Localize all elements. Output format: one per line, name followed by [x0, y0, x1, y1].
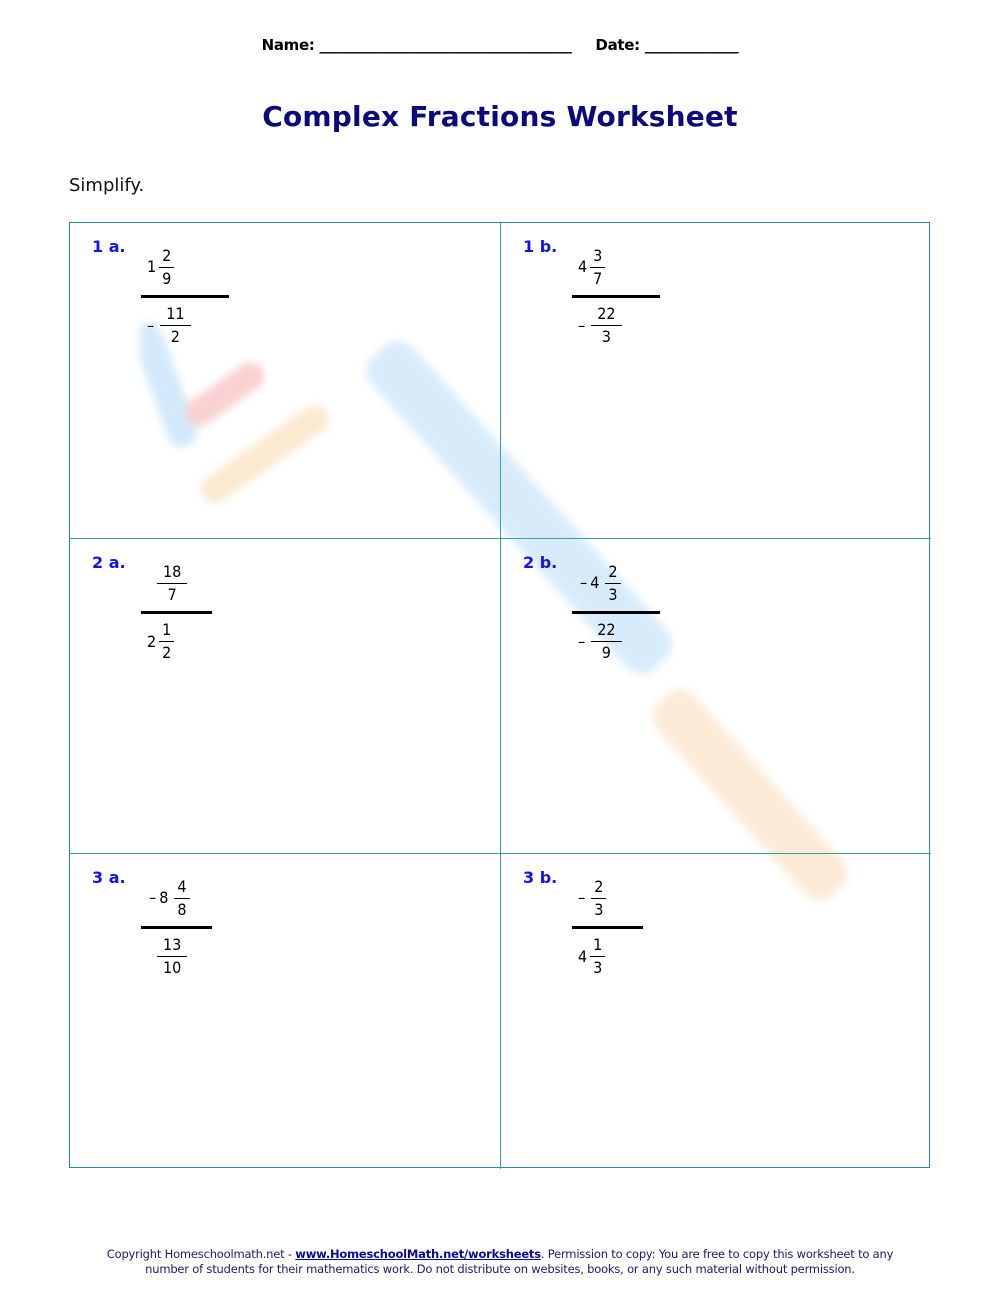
fraction-bar: [572, 611, 660, 614]
denominator: – $\frac{22}{9}$: [572, 616, 622, 668]
fraction-bar: [141, 611, 212, 614]
numerator: 4 $\frac{3}{7}$: [572, 241, 605, 293]
problem-cell[interactable]: [501, 539, 931, 854]
numerator: 1 $\frac{2}{9}$: [141, 241, 174, 293]
denominator: 2 $\frac{1}{2}$: [141, 616, 174, 668]
numerator: – 8 $\frac{4}{8}$: [141, 872, 190, 924]
complex-fraction: [572, 557, 660, 668]
instructions: Simplify.: [69, 175, 145, 196]
numerator: $\frac{18}{7}$: [141, 557, 187, 609]
problem-cell[interactable]: [70, 539, 501, 854]
complex-fraction: [141, 872, 212, 983]
name-label: Name:: [261, 36, 315, 54]
footer-permission: . Permission to copy: You are free to copy this worksheet to any: [540, 1247, 894, 1261]
complex-fraction: [572, 872, 643, 983]
problem-cell[interactable]: [70, 223, 501, 539]
copyright-footer: [0, 1247, 1000, 1277]
denominator: – $\frac{11}{2}$: [141, 300, 191, 352]
problem-label: 2 b.: [523, 553, 558, 572]
complex-fraction: [572, 241, 660, 352]
name-date-header: [0, 36, 1000, 54]
problem-cell[interactable]: [501, 223, 931, 539]
complex-fraction: [141, 241, 229, 352]
fraction-bar: [141, 926, 212, 929]
footer-line2: number of students for their mathematics work. Do not distribute on websites, books, or any such material without permission.: [145, 1262, 855, 1276]
problem-label: 1 b.: [523, 237, 558, 256]
fraction-bar: [141, 295, 229, 298]
denominator: $\frac{13}{10}$: [141, 931, 187, 983]
numerator: – 4 $\frac{2}{3}$: [572, 557, 621, 609]
denominator: 4 $\frac{1}{3}$: [572, 931, 605, 983]
problem-cell[interactable]: [70, 854, 501, 1169]
problem-label: 3 a.: [92, 868, 126, 887]
fraction-bar: [572, 926, 643, 929]
name-blank: ___________________________________: [319, 36, 572, 54]
problem-label: 2 a.: [92, 553, 126, 572]
footer-prefix: Copyright Homeschoolmath.net -: [106, 1247, 296, 1261]
problem-label: 1 a.: [92, 237, 126, 256]
numerator: – $\frac{2}{3}$: [572, 872, 606, 924]
footer-link[interactable]: www.HomeschoolMath.net/worksheets: [295, 1247, 541, 1261]
problem-cell[interactable]: [501, 854, 931, 1169]
problem-label: 3 b.: [523, 868, 558, 887]
denominator: – $\frac{22}{3}$: [572, 300, 622, 352]
fraction-bar: [572, 295, 660, 298]
complex-fraction: [141, 557, 212, 668]
page-title: Complex Fractions Worksheet: [262, 100, 738, 133]
problems-grid: [69, 222, 930, 1168]
date-blank: _____________: [644, 36, 739, 54]
date-label: Date:: [595, 36, 640, 54]
